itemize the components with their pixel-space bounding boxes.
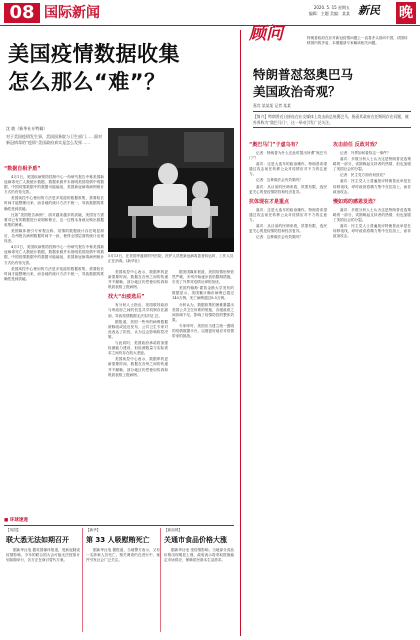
paragraph: 记者：这种做法会有效果吗？ (256, 178, 303, 183)
paragraph: 嘉宾：这是大选年的政治操作。特朗普希望通过攻击前任转移公众对疫情应对不力的注意力。 (249, 162, 327, 177)
paragraph: 美国媒体援引专家观点称，疫情的数据统计存在明显滞后，各州报告病例数据时间不一致，使得全国层面的统计出现误差。 (4, 228, 104, 244)
main-headline (8, 40, 234, 96)
page-number: 08 (4, 3, 40, 23)
commentary-byline: 嘉宾 某某某 记者 某某 (253, 103, 291, 108)
paragraph: 4月1日，美国疾病预防控制中心一份研究报告中称美国新冠病毒死亡人数统计数据，数据来源并未指明美国疫情中的数据，中国疫情数据中的数据可能偏低，美国新冠病毒病例统计方式仍有待完善。 (4, 175, 104, 195)
brief-item (86, 528, 160, 634)
paragraph: 美国约翰斯·霍普金斯大学发布的数据显示，美国累计确诊病例已超过140万例，死亡病例超过8.5万例。 (172, 286, 234, 301)
commentary-title-line-2: 美国政治奇观？ (253, 84, 341, 99)
paragraph: 嘉宾：民主党人士普遍批评特朗普此举是在转移视线，呼吁政府将精力集中在抗疫上，而非政治攻击。 (333, 224, 411, 239)
paragraph: 美国疾控中心表示，数据库的更新需要时间，数据在各州之间的传递并不顺畅，部分地区仍然使用传真和纸质表格上报病例。 (108, 357, 168, 377)
paragraph: 记者：外界如何看待这一事件？ (340, 151, 391, 155)
main-lede: 对于美国疫情发生事，美国国务院与卫生部门……面对新冠病毒的“疫情”美国政府真实是怎么发挥…… (6, 134, 102, 145)
paragraph: 嘉宾：从目前的民调来看，效果有限，选民更关心的是疫情防控和经济复苏。 (249, 224, 327, 234)
brief-item (6, 528, 80, 634)
page-header (0, 0, 420, 26)
brief-text: 据新华社电 据报道，当地警方表示，又有一名涉案人员死亡，相关调查仍在进行中，案件引发社会广泛关注。 (86, 548, 160, 563)
masthead-logo (358, 2, 416, 24)
commentary-column-2 (333, 138, 411, 240)
commentary-section (240, 24, 416, 636)
paragraph: 有分析人士指出，美国联邦政府与州政府之间的信息共享机制存在漏洞，导致疫情数据无法实时汇总。 (108, 303, 168, 318)
issue-date: 2020. 5. 15 星期五 (313, 5, 350, 10)
story-column-1 (4, 162, 104, 283)
briefs-section-label: ■ 环球速递 (4, 516, 234, 526)
brief-tag: 【新华】 (86, 528, 101, 532)
issue-meta (309, 5, 350, 16)
column-divider (160, 528, 161, 632)
paragraph: 分析认为，数据收集的困难暴露出美国公共卫生体系的短板，各级政府之间协调不足，影响了疫情防控的整体效果。 (172, 302, 234, 322)
commentary-headline (253, 66, 353, 100)
brief-title: 联大悉无法如期召开 (6, 536, 69, 544)
paragraph: 嘉宾：这是大选年的政治操作。特朗普希望通过攻击前任转移公众对疫情应对不力的注意力。 (249, 207, 327, 222)
column-name: 顾问 (249, 24, 283, 44)
commentary-column-1 (249, 138, 327, 241)
subhead-slow-campaign: 慢如鸡的感恩发选？ (333, 198, 379, 205)
subhead-out-of-chaos: 找大“出疫选后” (108, 294, 145, 301)
paragraph: 4月1日，美国疾病预防控制中心一份研究报告中称美国新冠病毒死亡人数统计数据，数据来源并未指明美国疫情中的数据，中国疫情数据中的数据可能偏低，美国新冠病毒病例统计方式仍有待完善。 (4, 245, 104, 265)
paragraph: 嘉宾：多数分析人士认为这是特朗普竞选策略的一部分，试图唤起支持者的热情，但也加剧了美国社会的分裂。 (333, 207, 411, 222)
brief-text: 据新华社电 受疫情影响，当地部分食品价格出现明显上涨，政府表示将采取措施稳定市场供应，保障居民基本生活需求。 (164, 548, 234, 563)
story-column-3 (172, 270, 234, 340)
issue-editors: 编辑：主题 美编：某某 (308, 10, 350, 16)
paragraph: 嘉宾：民主党人士普遍批评特朗普此举是在转移视线，呼吁政府将精力集中在抗疫上，而非政治攻击。 (333, 179, 411, 194)
paragraph: 与此同时，美国政府承诺将加强检测能力建设，但检测数量与实际需求之间仍存在较大差距。 (108, 341, 168, 356)
commentary-lede: 【简介】特朗普近日接连在社交媒体上攻击前总统奥巴马，指责其政府在任期间存在问题，被外界称为“奥巴马门”，这一举动引发广泛关注。 (253, 111, 411, 128)
subhead-attack-predecessor: 攻击前任 反政对戏？ (333, 142, 380, 148)
subhead-data-contradiction: “数据自相矛盾” (4, 166, 41, 172)
brief-item (164, 528, 234, 634)
paragraph: 专家呼吁，美国应当建立统一透明的疫情数据平台，以便更好地应对疫情带来的挑战。 (172, 323, 234, 339)
paragraph: 据报道，美国一些州的病例数据被修改或延迟发布，公共卫生专家对此表达了担忧，认为这会影响防控决策。 (108, 319, 168, 339)
paragraph: 记者：这种做法会有效果吗？ (256, 235, 303, 240)
column-divider (82, 528, 83, 632)
paragraph: 据美国媒体报道，美国疫情形势依然严峻，多州开始逐步放松限制措施，引发了外界对疫情反弹的担忧。 (172, 270, 234, 285)
brief-tag: 【新加坡】 (164, 528, 182, 532)
paragraph: 记者：民主党方面有何回应？ (340, 173, 387, 178)
paragraph: 记者：特朗普为什么在此时提出所谓“奥巴马门”？ (249, 151, 327, 161)
news-photo (108, 128, 234, 252)
logo-text: 新民 (358, 4, 380, 17)
headline-line-2: 怎么那么“难”？ (8, 70, 166, 94)
paragraph: 美国疾控中心使用的方法是多渠道的数据收集，需要较长时间才能整理出来，而各地的统计方法不统一，导致数据的准确性受到质疑。 (4, 266, 104, 281)
story-column-2 (108, 270, 168, 379)
paragraph: 比如“美国报告病例”，面对越来越多的质疑，美国官方需要对已有的数据进行说明和修正，这一过程本身就反映出数据收集的困难。 (4, 212, 104, 227)
column-brand (249, 24, 408, 45)
main-byline: 沈 敏（新华社专特稿） (6, 126, 48, 131)
paragraph: 美国疾控中心使用的方法是多渠道的数据收集，需要较长时间才能整理出来，而各地的统计方法不统一，导致数据的准确性受到质疑。 (4, 196, 104, 211)
commentary-title-line-1: 特朗普怼怒奥巴马 (253, 67, 354, 82)
logo-mark: 晚 (396, 2, 416, 24)
subhead-antibody-focus: 抗体现在才是重点 (249, 198, 290, 205)
brief-title: 第 33 人吸慰贿死亡 (86, 536, 150, 544)
subhead-obama-gate: “奥巴马门”子虚乌有？ (249, 142, 301, 148)
photo-caption: 5月13日，在美国华盛顿的外医院，医护人员把新冠病毒患者转运时，工作人员正在消毒。(新华社) (108, 254, 234, 263)
brief-title: 关通市食品价格大涨 (164, 536, 227, 544)
brief-text: 据新华社电 据英国媒体报道，受新冠肺炎疫情影响，今年的联合国大会可能无法按原计划如期举行，各方正在商讨替代方案。 (6, 548, 80, 563)
hospital-scene-image (108, 128, 234, 252)
paragraph: 嘉宾：从目前的民调来看，效果有限，选民更关心的是疫情防控和经济复苏。 (249, 184, 327, 194)
section-title: 国际新闻 (44, 5, 100, 21)
paragraph: 美国疾控中心表示，数据库的更新需要时间，数据在各州之间的传递并不顺畅，部分地区仍然使用传真和纸质表格上报病例。 (108, 270, 168, 290)
brief-tag: 【英国】 (6, 528, 21, 532)
headline-line-1: 美国疫情数据收集 (8, 42, 180, 66)
paragraph: 嘉宾：多数分析人士认为这是特朗普竞选策略的一部分，试图唤起支持者的热情，但也加剧了美国社会的分裂。 (333, 157, 411, 172)
column-note: 特朗普政府在应对新冠疫情问题上一直将矛头指向中国，试图转移国内的矛盾，本期邀请专家解读相关问题。 (307, 36, 408, 45)
